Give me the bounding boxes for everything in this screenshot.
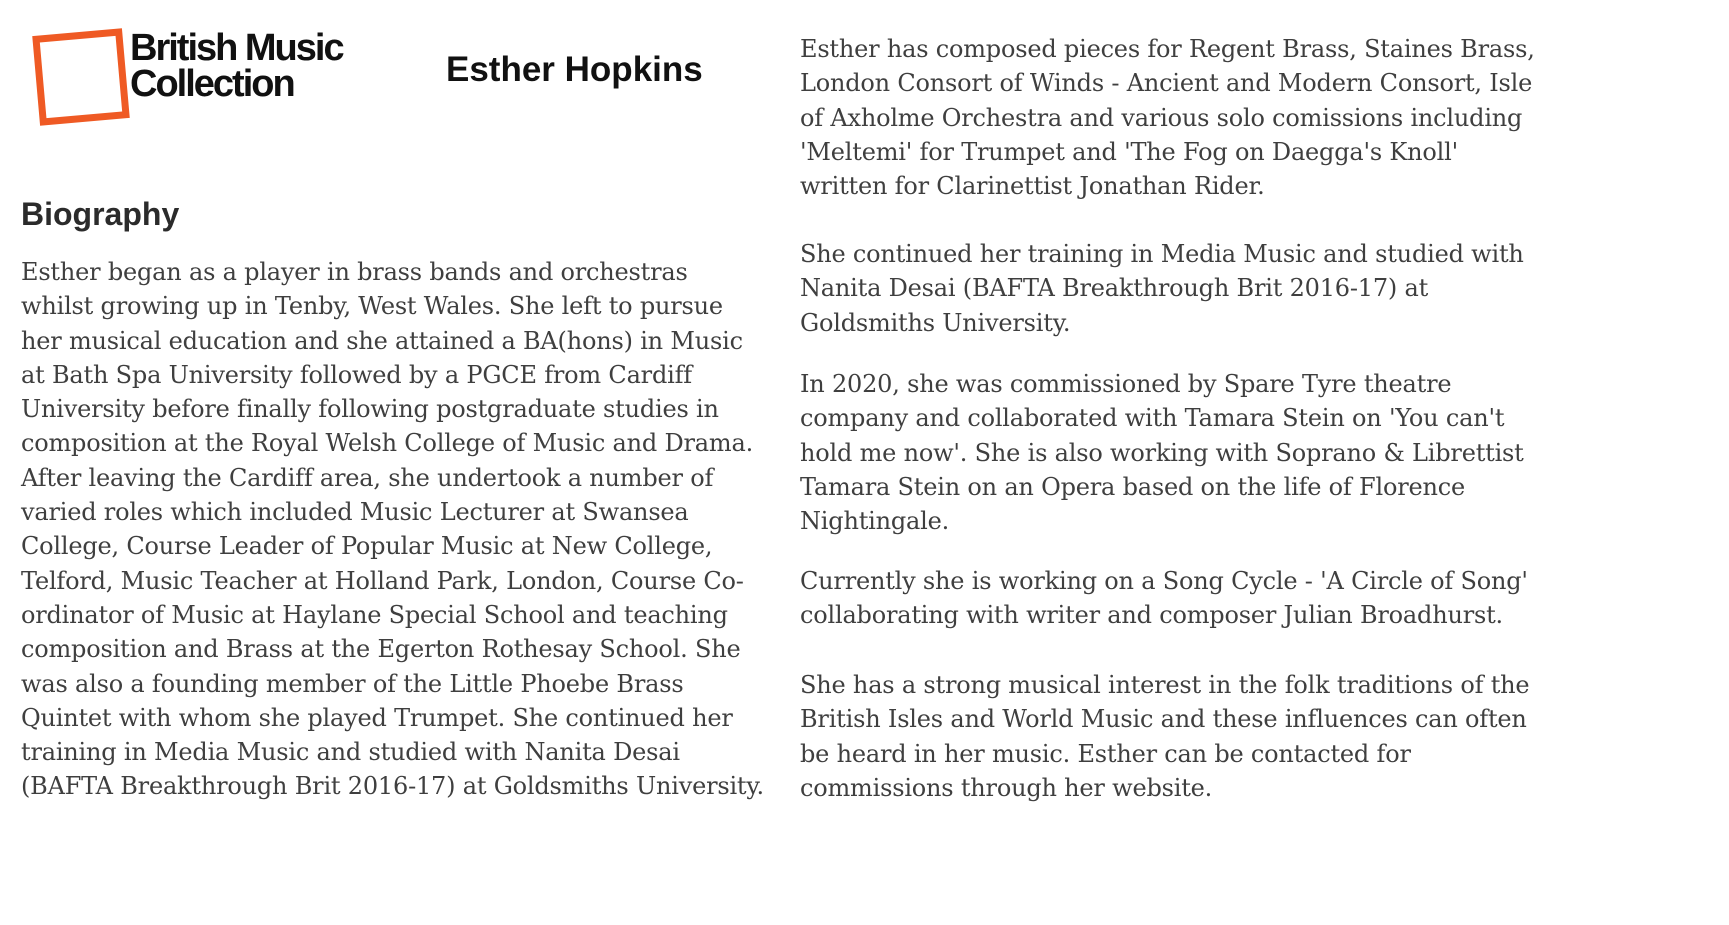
biography-paragraph-compositions [800,32,1560,203]
text-line: her musical education and she attained a BA(hons) in Music [21,326,743,355]
logo-line-2: Collection [130,63,294,105]
british-music-collection-logo[interactable] [30,28,360,128]
text-line: (BAFTA Breakthrough Brit 2016-17) at Goldsmiths University. [21,772,764,801]
text-line: ordinator of Music at Haylane Special School and teaching [21,600,728,629]
biography-paragraph-training [800,237,1524,340]
biography-paragraph-main [21,255,781,804]
text-line: composition at the Royal Welsh College of Music and Drama. [21,429,754,458]
text-line: company and collaborated with Tamara Stein on 'You can't [800,404,1505,433]
biography-heading: Biography [21,196,180,232]
text-line: British Isles and World Music and these influences can often [800,705,1527,734]
logo-square-icon [32,28,130,126]
text-line: was also a founding member of the Little Phoebe Brass [21,669,684,698]
text-line: In 2020, she was commissioned by Spare Tyre theatre [800,370,1452,398]
biography-left-column [21,255,781,804]
text-line: Telford, Music Teacher at Holland Park, London, Course Co- [21,566,744,595]
text-line: collaborating with writer and composer Julian Broadhurst. [800,601,1503,630]
text-line: of Axholme Orchestra and various solo comissions including [800,103,1523,132]
text-line: Quintet with whom she played Trumpet. She continued her [21,703,733,732]
biography-paragraph-song-cycle [800,564,1528,633]
logo-line-1: British Music [130,27,343,69]
text-line: London Consort of Winds - Ancient and Modern Consort, Isle [800,69,1533,98]
text-line: be heard in her music. Esther can be contacted for [800,739,1411,768]
text-line: Goldsmiths University. [800,308,1071,337]
text-line: Nightingale. [800,507,950,536]
text-line: Nanita Desai (BAFTA Breakthrough Brit 2016-17) at [800,274,1429,303]
text-line: University before finally following postgraduate studies in [21,395,719,424]
text-line: After leaving the Cardiff area, she undertook a number of [21,463,714,492]
text-line: hold me now'. She is also working with Soprano & Librettist [800,438,1524,467]
biography-right-column [800,32,1560,802]
text-line: She has a strong musical interest in the folk traditions of the [800,671,1530,699]
text-line: She continued her training in Media Music and studied with [800,240,1524,268]
text-line: Esther began as a player in brass bands and orchestras [21,258,688,286]
text-line: written for Clarinettist Jonathan Rider. [800,172,1265,201]
text-line: Tamara Stein on an Opera based on the life of Florence [800,472,1465,501]
text-line: College, Course Leader of Popular Music at New College, [21,532,713,561]
biography-paragraph-commissions-2020 [800,367,1524,538]
text-line: varied roles which included Music Lecturer at Swansea [21,498,689,527]
text-line: at Bath Spa University followed by a PGCE from Cardiff [21,360,692,389]
text-line: composition and Brass at the Egerton Rothesay School. She [21,635,741,664]
text-line: whilst growing up in Tenby, West Wales. She left to pursue [21,292,723,321]
text-line: Esther has composed pieces for Regent Brass, Staines Brass, [800,35,1535,63]
text-line: 'Meltemi' for Trumpet and 'The Fog on Daegga's Knoll' [800,137,1459,166]
text-line: Currently she is working on a Song Cycle - 'A Circle of Song' [800,567,1528,595]
text-line: training in Media Music and studied with Nanita Desai [21,738,680,767]
text-line: commissions through her website. [800,773,1213,802]
biography-paragraph-interests [800,668,1529,805]
logo-wordmark [130,27,343,105]
composer-name: Esther Hopkins [446,50,703,89]
